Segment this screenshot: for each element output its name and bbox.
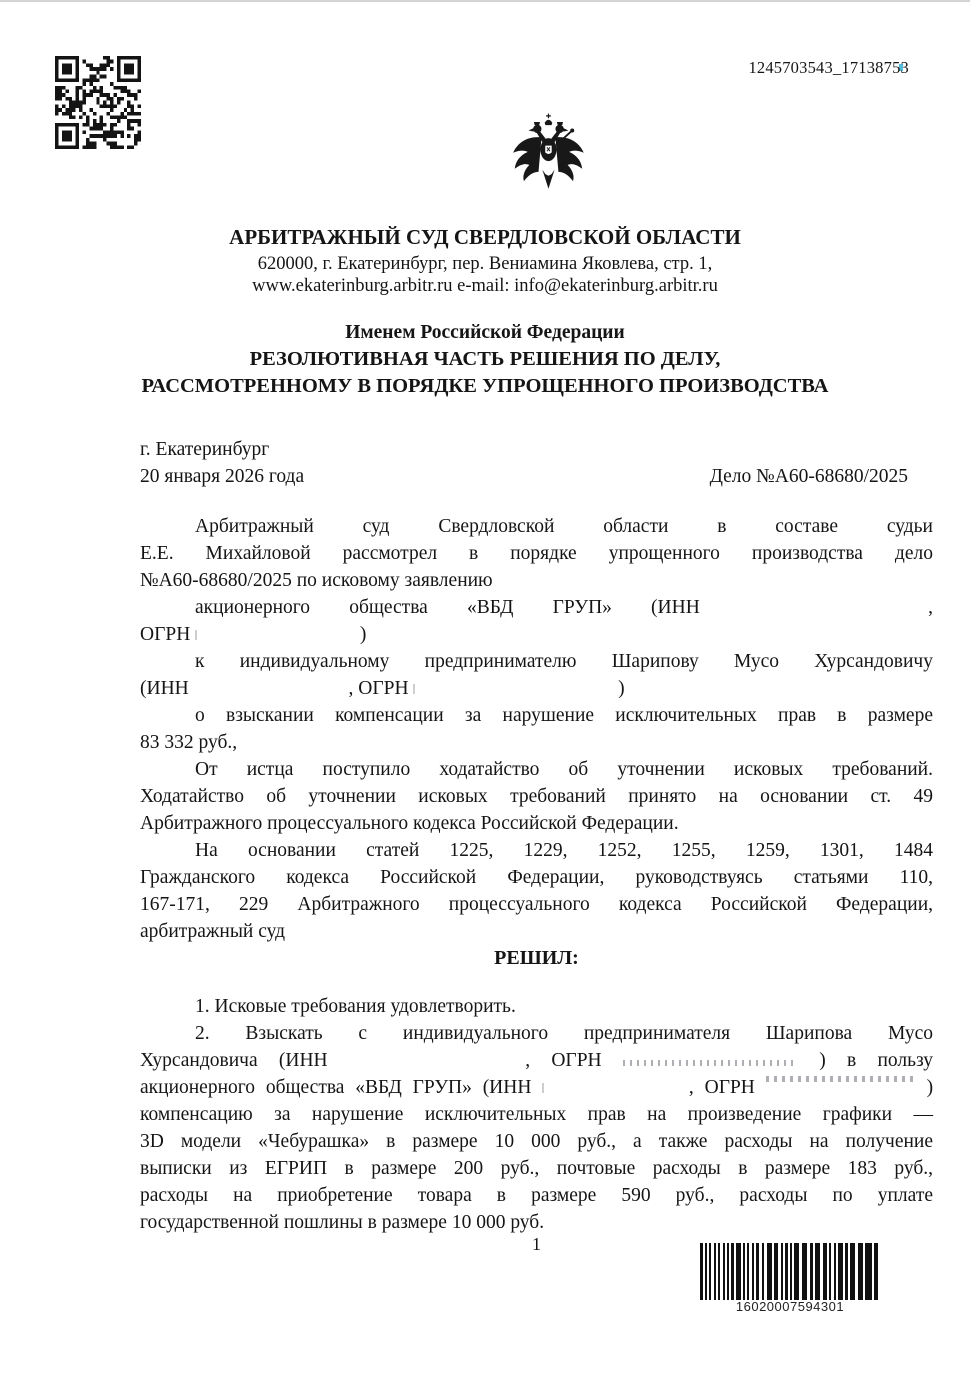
intro-line-1: Арбитражный суд Свердловской области в составе судьи [195,516,933,537]
barcode-number: 16020007594301 [735,1299,845,1314]
claim-line-2: 83 332 руб., [140,732,238,753]
plaintiff-line-2: ОГРН ) [140,624,367,645]
redacted-inn-fragment [542,1083,547,1093]
redacted-ogrn-fragment [623,1060,798,1066]
defendant-line-1: к индивидуальному предпринимателю Шарипову Мусо Хурсандовичу [195,651,933,672]
case-number: Дело №А60-68680/2025 [709,466,908,487]
resolution-item-2-line-6: выписки из ЕГРИП в размере 200 руб., почтовые расходы в размере 183 руб., [140,1158,933,1179]
legal-basis-line-3: 167-171, 229 Арбитражного процессуального кодекса Российской Федерации, [140,894,933,915]
barcode [700,1243,880,1314]
legal-basis-line-1: На основании статей 1225, 1229, 1252, 1255, 1259, 1301, 1484 [195,840,933,861]
plaintiff-line-1: акционерного общества «ВБД ГРУП» (ИНН , [195,597,933,618]
resolution-item-1: 1. Исковые требования удовлетворить. [195,996,516,1017]
motion-line-3: Арбитражного процессуального кодекса Российской Федерации. [140,813,679,834]
legal-basis-line-2: Гражданского кодекса Российской Федерации, руководствуясь статьями 110, [140,867,933,888]
resolution-item-2-line-5: 3D модели «Чебурашка» в размере 10 000 руб., а также расходы на получение [140,1131,933,1152]
document-body [140,513,933,1236]
title-simplified-procedure: РАССМОТРЕННОМУ В ПОРЯДКЕ УПРОЩЕННОГО ПРОИЗВОДСТВА [141,375,829,397]
redacted-ogrn-fragment [195,630,200,640]
resolution-item-2-line-2: Хурсандовича (ИНН , ОГРН ) в пользу [140,1050,934,1071]
court-name: АРБИТРАЖНЫЙ СУД СВЕРДЛОВСКОЙ ОБЛАСТИ [229,225,741,249]
title-operative-part: РЕЗОЛЮТИВНАЯ ЧАСТЬ РЕШЕНИЯ ПО ДЕЛУ, [249,348,721,370]
defendant-line-2: (ИНН , ОГРН ) [140,678,625,699]
barcode-bars [700,1243,880,1300]
title-in-the-name: Именем Российской Федерации [345,322,625,343]
legal-basis-line-4: арбитражный суд [140,921,286,942]
document-id: 1245703543_17138753 [748,58,909,77]
case-meta-row [140,463,933,490]
document-title [0,320,970,400]
resolution-heading: РЕШИЛ: [494,947,579,969]
redacted-ogrn-fragment [413,684,418,694]
case-city: г. Екатеринбург [140,439,270,460]
court-address: 620000, г. Екатеринбург, пер. Вениамина Яковлева, стр. 1, [257,254,713,274]
resolution-item-2-line-4: компенсацию за нарушение исключительных прав на произведение графики — [140,1104,933,1125]
claim-line-1: о взыскании компенсации за нарушение исключительных прав в размере [195,705,933,726]
intro-line-3: №А60-68680/2025 по исковому заявлению [140,570,493,591]
resolution-item-2-line-1: 2. Взыскать с индивидуального предпринимателя Шарипова Мусо [195,1023,933,1044]
motion-line-1: От истца поступило ходатайство об уточнении исковых требований. [195,759,933,780]
resolution-item-2-line-8: государственной пошлины в размере 10 000 руб. [140,1212,545,1233]
redacted-ogrn-fragment [766,1076,916,1082]
page-number: 1 [532,1234,541,1254]
resolution-item-2-line-7: расходы на приобретение товара в размере 590 руб., расходы по уплате [140,1185,933,1206]
resolution-item-2-line-3: акционерного общества «ВБД ГРУП» (ИНН , ОГРН ) [140,1077,934,1098]
case-date: 20 января 2026 года [140,466,305,487]
court-contacts: www.ekaterinburg.arbitr.ru e-mail: info@ekaterinburg.arbitr.ru [252,276,718,296]
motion-line-2: Ходатайство об уточнении исковых требований принято на основании ст. 49 [140,786,933,807]
intro-line-2: Е.Е. Михайловой рассмотрел в порядке упрощенного производства дело [140,543,933,564]
